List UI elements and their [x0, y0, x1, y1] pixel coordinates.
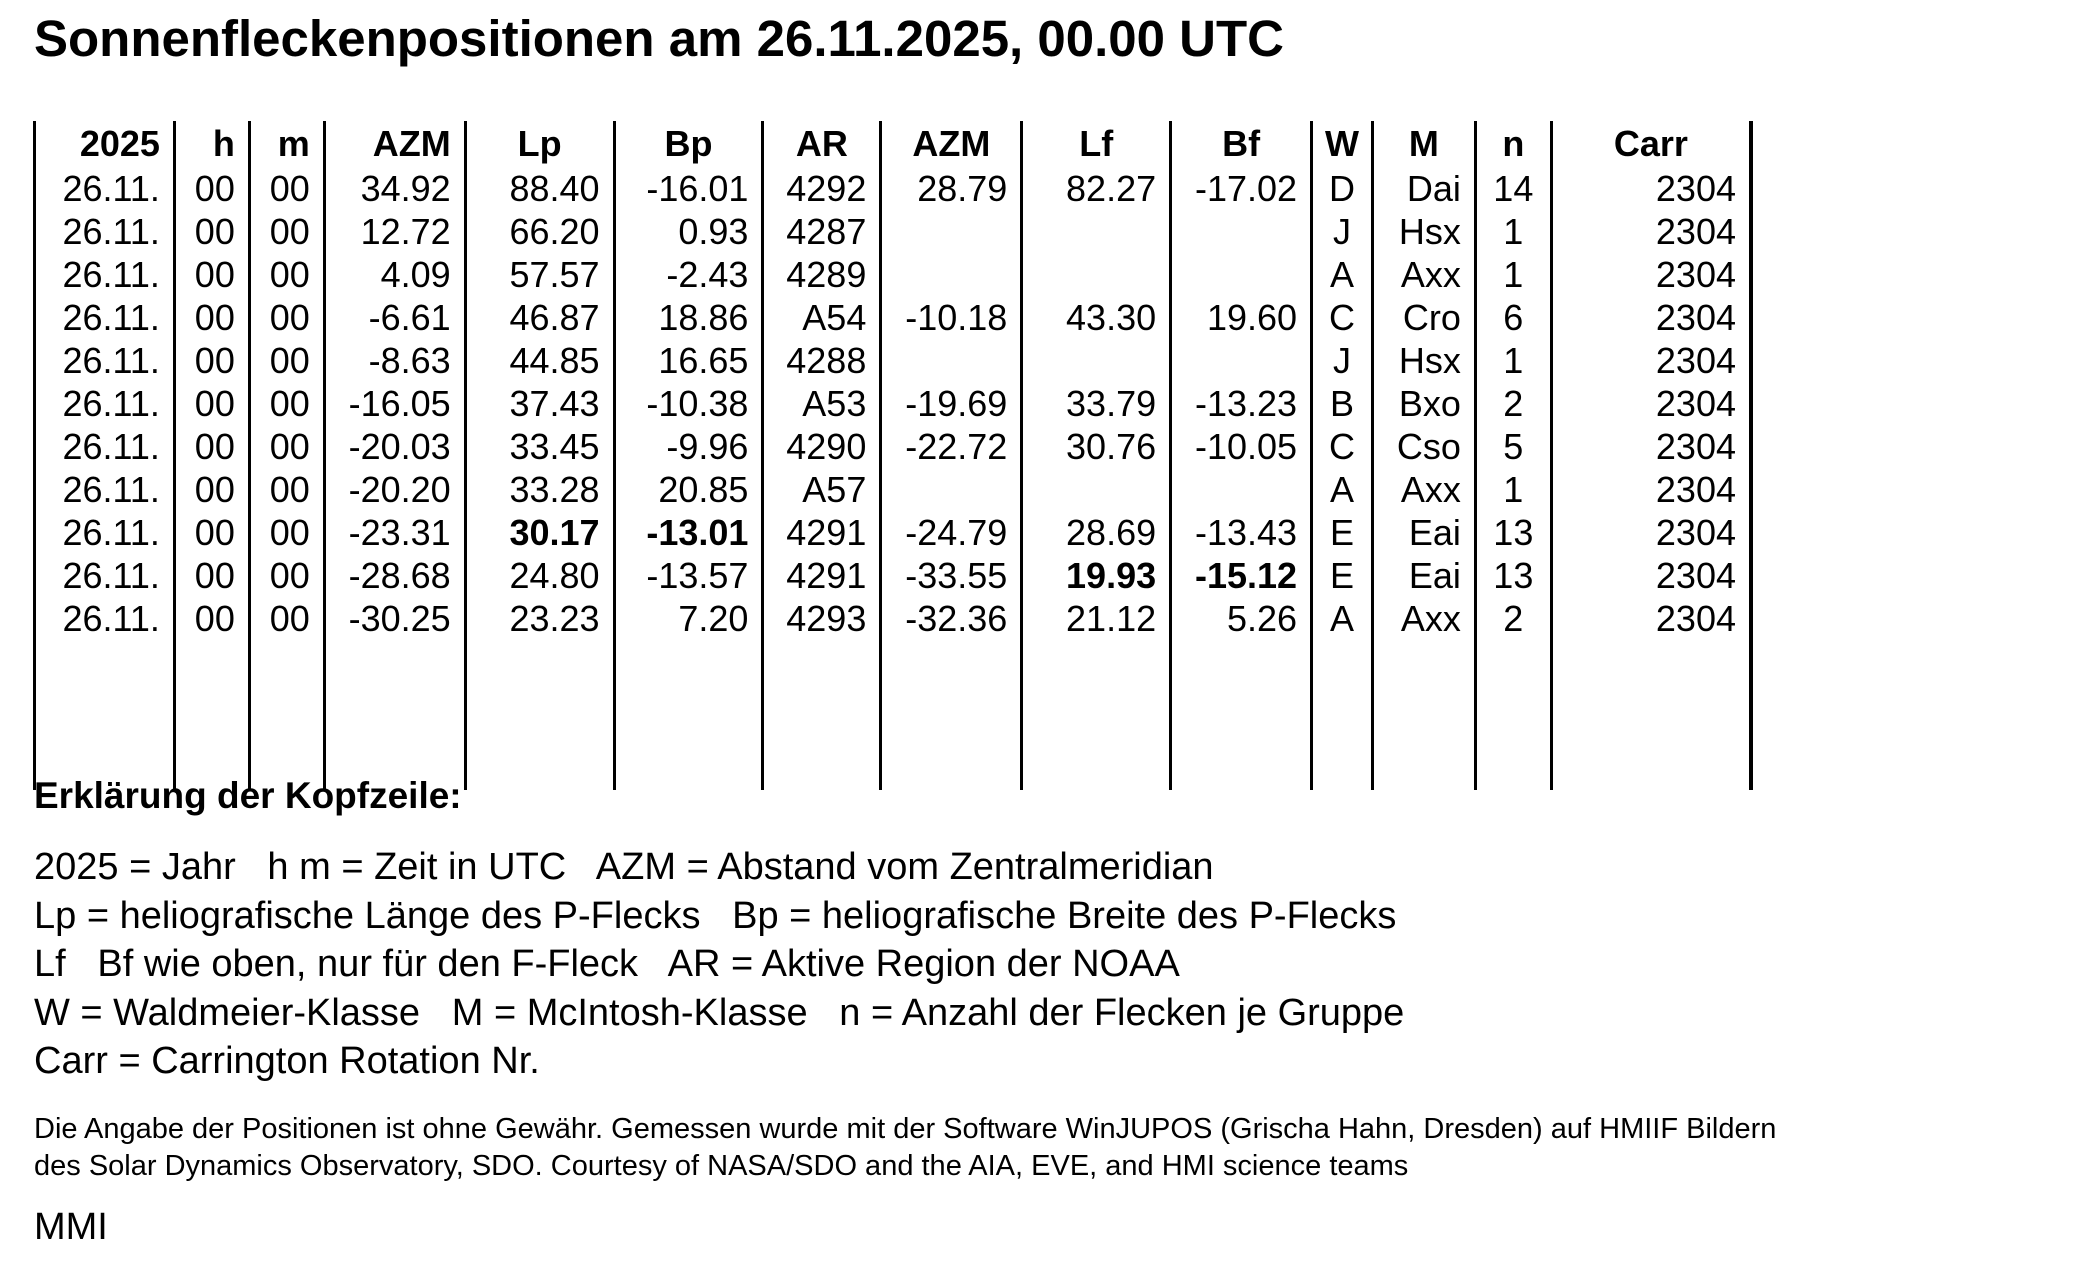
- cell-hour: 00: [174, 597, 249, 640]
- cell-ar: 4291: [763, 511, 881, 554]
- disclaimer-line: Die Angabe der Positionen ist ohne Gewähr. Gemessen wurde mit der Software WinJUPOS (Grischa Hahn, Dresden) auf HMIIF Bildern: [34, 1113, 1777, 1145]
- cell-lf: 28.69: [1022, 511, 1171, 554]
- cell-azm-f: [881, 210, 1022, 253]
- cell-hour: 00: [174, 253, 249, 296]
- cell-count: 1: [1475, 468, 1551, 511]
- cell-azm-p: 12.72: [324, 210, 465, 253]
- cell-lp: 37.43: [465, 382, 614, 425]
- cell-bf: [1171, 210, 1312, 253]
- cell-bf: -13.43: [1171, 511, 1312, 554]
- table-row: [35, 167, 1752, 210]
- cell-lp: 23.23: [465, 597, 614, 640]
- cell-ar: A54: [763, 296, 881, 339]
- spacer-cell: [249, 640, 324, 790]
- table-spacer-row: [35, 640, 1752, 790]
- cell-date: 26.11.: [35, 425, 175, 468]
- header-minute: m: [249, 121, 324, 167]
- spacer-cell: [763, 640, 881, 790]
- spacer-cell: [614, 640, 763, 790]
- cell-lp: 88.40: [465, 167, 614, 210]
- cell-carrington: 2304: [1551, 468, 1751, 511]
- table-row: [35, 597, 1752, 640]
- cell-count: 14: [1475, 167, 1551, 210]
- explanation-line: Lp = heliografische Länge des P-Flecks Bp = heliografische Breite des P-Flecks: [34, 894, 1397, 937]
- cell-mcintosh: Bxo: [1372, 382, 1475, 425]
- cell-date: 26.11.: [35, 382, 175, 425]
- header-hour: h: [174, 121, 249, 167]
- cell-waldmeier: D: [1312, 167, 1373, 210]
- cell-ar: A53: [763, 382, 881, 425]
- cell-waldmeier: B: [1312, 382, 1373, 425]
- cell-lp: 33.28: [465, 468, 614, 511]
- cell-mcintosh: Cro: [1372, 296, 1475, 339]
- cell-waldmeier: C: [1312, 296, 1373, 339]
- cell-mcintosh: Axx: [1372, 468, 1475, 511]
- cell-waldmeier: A: [1312, 597, 1373, 640]
- table-row: [35, 425, 1752, 468]
- table-row: [35, 210, 1752, 253]
- cell-ar: 4292: [763, 167, 881, 210]
- cell-mcintosh: Axx: [1372, 597, 1475, 640]
- cell-azm-p: -28.68: [324, 554, 465, 597]
- cell-waldmeier: J: [1312, 339, 1373, 382]
- cell-carrington: 2304: [1551, 253, 1751, 296]
- cell-mcintosh: Cso: [1372, 425, 1475, 468]
- explanation-line: Lf Bf wie oben, nur für den F-Fleck AR = Aktive Region der NOAA: [34, 943, 1180, 985]
- cell-waldmeier: E: [1312, 554, 1373, 597]
- cell-minute: 00: [249, 210, 324, 253]
- cell-date: 26.11.: [35, 210, 175, 253]
- header-lf: Lf: [1022, 121, 1171, 167]
- cell-hour: 00: [174, 339, 249, 382]
- cell-carrington: 2304: [1551, 511, 1751, 554]
- cell-count: 13: [1475, 554, 1551, 597]
- cell-lp: 57.57: [465, 253, 614, 296]
- cell-lp: 46.87: [465, 296, 614, 339]
- cell-lf: 30.76: [1022, 425, 1171, 468]
- table-row: [35, 468, 1752, 511]
- header-azm-f: AZM: [881, 121, 1022, 167]
- cell-minute: 00: [249, 511, 324, 554]
- cell-count: 2: [1475, 382, 1551, 425]
- header-bf: Bf: [1171, 121, 1312, 167]
- cell-lf: [1022, 253, 1171, 296]
- cell-bp: -13.57: [614, 554, 763, 597]
- cell-azm-p: -6.61: [324, 296, 465, 339]
- cell-bp: -10.38: [614, 382, 763, 425]
- spacer-cell: [1475, 640, 1551, 790]
- cell-waldmeier: E: [1312, 511, 1373, 554]
- explanation-line: W = Waldmeier-Klasse M = McIntosh-Klasse n = Anzahl der Flecken je Gruppe: [34, 991, 1405, 1034]
- cell-ar: 4291: [763, 554, 881, 597]
- table-row: [35, 296, 1752, 339]
- cell-date: 26.11.: [35, 554, 175, 597]
- cell-lp: 33.45: [465, 425, 614, 468]
- spacer-cell: [35, 640, 175, 790]
- header-carrington: Carr: [1551, 121, 1751, 167]
- cell-date: 26.11.: [35, 253, 175, 296]
- cell-lp: 24.80: [465, 554, 614, 597]
- explanation-line: Carr = Carrington Rotation Nr.: [34, 1040, 540, 1082]
- explanation-block: [34, 843, 1404, 1086]
- cell-date: 26.11.: [35, 468, 175, 511]
- cell-azm-f: -22.72: [881, 425, 1022, 468]
- table-row: [35, 382, 1752, 425]
- cell-mcintosh: Hsx: [1372, 210, 1475, 253]
- cell-lf: 43.30: [1022, 296, 1171, 339]
- spacer-cell: [1312, 640, 1373, 790]
- spacer-cell: [174, 640, 249, 790]
- cell-ar: A57: [763, 468, 881, 511]
- table-header-row: [35, 121, 1752, 167]
- header-waldmeier: W: [1312, 121, 1373, 167]
- table-row: [35, 511, 1752, 554]
- spacer-cell: [465, 640, 614, 790]
- table-body: [35, 167, 1752, 790]
- spacer-cell: [1171, 640, 1312, 790]
- table-row: [35, 554, 1752, 597]
- cell-date: 26.11.: [35, 511, 175, 554]
- cell-minute: 00: [249, 167, 324, 210]
- cell-azm-p: 34.92: [324, 167, 465, 210]
- cell-bf: [1171, 339, 1312, 382]
- cell-bp: 16.65: [614, 339, 763, 382]
- header-azm-p: AZM: [324, 121, 465, 167]
- cell-azm-f: [881, 253, 1022, 296]
- cell-bp: 0.93: [614, 210, 763, 253]
- cell-mcintosh: Eai: [1372, 554, 1475, 597]
- cell-azm-f: 28.79: [881, 167, 1022, 210]
- cell-bf: 19.60: [1171, 296, 1312, 339]
- cell-ar: 4287: [763, 210, 881, 253]
- cell-carrington: 2304: [1551, 296, 1751, 339]
- table-row: [35, 339, 1752, 382]
- cell-ar: 4289: [763, 253, 881, 296]
- cell-minute: 00: [249, 253, 324, 296]
- cell-count: 5: [1475, 425, 1551, 468]
- cell-count: 1: [1475, 339, 1551, 382]
- disclaimer: [34, 1111, 1776, 1185]
- cell-azm-f: -32.36: [881, 597, 1022, 640]
- table-row: [35, 253, 1752, 296]
- cell-bp: 20.85: [614, 468, 763, 511]
- page-title: Sonnenfleckenpositionen am 26.11.2025, 00.00 UTC: [34, 10, 1284, 67]
- header-bp: Bp: [614, 121, 763, 167]
- spacer-cell: [1372, 640, 1475, 790]
- cell-minute: 00: [249, 296, 324, 339]
- cell-bp: -2.43: [614, 253, 763, 296]
- cell-count: 6: [1475, 296, 1551, 339]
- cell-bf: [1171, 253, 1312, 296]
- cell-mcintosh: Dai: [1372, 167, 1475, 210]
- cell-bp: -13.01: [614, 511, 763, 554]
- cell-minute: 00: [249, 597, 324, 640]
- cell-bf: -15.12: [1171, 554, 1312, 597]
- cell-bf: [1171, 468, 1312, 511]
- cell-hour: 00: [174, 468, 249, 511]
- cell-hour: 00: [174, 167, 249, 210]
- header-ar: AR: [763, 121, 881, 167]
- cell-count: 1: [1475, 253, 1551, 296]
- signature: MMI: [34, 1206, 108, 1248]
- cell-azm-f: -33.55: [881, 554, 1022, 597]
- cell-hour: 00: [174, 425, 249, 468]
- spacer-cell: [324, 640, 465, 790]
- header-year: 2025: [35, 121, 175, 167]
- cell-minute: 00: [249, 425, 324, 468]
- spacer-cell: [1022, 640, 1171, 790]
- cell-minute: 00: [249, 554, 324, 597]
- cell-lf: [1022, 210, 1171, 253]
- cell-ar: 4293: [763, 597, 881, 640]
- cell-mcintosh: Hsx: [1372, 339, 1475, 382]
- cell-bf: 5.26: [1171, 597, 1312, 640]
- cell-hour: 00: [174, 296, 249, 339]
- cell-date: 26.11.: [35, 296, 175, 339]
- cell-mcintosh: Eai: [1372, 511, 1475, 554]
- cell-count: 1: [1475, 210, 1551, 253]
- cell-azm-f: [881, 339, 1022, 382]
- cell-waldmeier: J: [1312, 210, 1373, 253]
- cell-carrington: 2304: [1551, 339, 1751, 382]
- cell-bp: 18.86: [614, 296, 763, 339]
- explanation-line: 2025 = Jahr h m = Zeit in UTC AZM = Abstand vom Zentralmeridian: [34, 846, 1214, 888]
- cell-lp: 30.17: [465, 511, 614, 554]
- cell-carrington: 2304: [1551, 167, 1751, 210]
- cell-bp: -9.96: [614, 425, 763, 468]
- sunspot-table: [33, 121, 1753, 790]
- cell-carrington: 2304: [1551, 382, 1751, 425]
- cell-hour: 00: [174, 382, 249, 425]
- disclaimer-line: des Solar Dynamics Observatory, SDO. Courtesy of NASA/SDO and the AIA, EVE, and HMI science teams: [34, 1150, 1409, 1182]
- cell-lf: [1022, 468, 1171, 511]
- header-mcintosh: M: [1372, 121, 1475, 167]
- cell-azm-p: 4.09: [324, 253, 465, 296]
- cell-date: 26.11.: [35, 167, 175, 210]
- spacer-cell: [881, 640, 1022, 790]
- cell-bp: 7.20: [614, 597, 763, 640]
- cell-lp: 44.85: [465, 339, 614, 382]
- cell-azm-f: -24.79: [881, 511, 1022, 554]
- cell-hour: 00: [174, 554, 249, 597]
- cell-ar: 4290: [763, 425, 881, 468]
- cell-waldmeier: A: [1312, 253, 1373, 296]
- cell-azm-p: -23.31: [324, 511, 465, 554]
- header-count: n: [1475, 121, 1551, 167]
- cell-bf: -10.05: [1171, 425, 1312, 468]
- spacer-cell: [1551, 640, 1751, 790]
- cell-minute: 00: [249, 468, 324, 511]
- cell-date: 26.11.: [35, 597, 175, 640]
- sunspot-table-container: [33, 121, 1753, 768]
- cell-azm-f: -19.69: [881, 382, 1022, 425]
- cell-azm-p: -20.03: [324, 425, 465, 468]
- explanation-heading: Erklärung der Kopfzeile:: [34, 775, 462, 816]
- cell-carrington: 2304: [1551, 554, 1751, 597]
- cell-mcintosh: Axx: [1372, 253, 1475, 296]
- cell-date: 26.11.: [35, 339, 175, 382]
- header-lp: Lp: [465, 121, 614, 167]
- cell-minute: 00: [249, 382, 324, 425]
- cell-bp: -16.01: [614, 167, 763, 210]
- cell-minute: 00: [249, 339, 324, 382]
- cell-carrington: 2304: [1551, 597, 1751, 640]
- cell-azm-p: -16.05: [324, 382, 465, 425]
- cell-azm-p: -8.63: [324, 339, 465, 382]
- cell-lf: 82.27: [1022, 167, 1171, 210]
- cell-lf: 21.12: [1022, 597, 1171, 640]
- cell-lf: 19.93: [1022, 554, 1171, 597]
- cell-carrington: 2304: [1551, 425, 1751, 468]
- cell-hour: 00: [174, 511, 249, 554]
- cell-azm-f: [881, 468, 1022, 511]
- cell-lp: 66.20: [465, 210, 614, 253]
- cell-azm-f: -10.18: [881, 296, 1022, 339]
- cell-waldmeier: A: [1312, 468, 1373, 511]
- cell-azm-p: -30.25: [324, 597, 465, 640]
- cell-bf: -17.02: [1171, 167, 1312, 210]
- cell-carrington: 2304: [1551, 210, 1751, 253]
- cell-count: 13: [1475, 511, 1551, 554]
- cell-waldmeier: C: [1312, 425, 1373, 468]
- cell-lf: 33.79: [1022, 382, 1171, 425]
- cell-ar: 4288: [763, 339, 881, 382]
- cell-bf: -13.23: [1171, 382, 1312, 425]
- cell-lf: [1022, 339, 1171, 382]
- cell-hour: 00: [174, 210, 249, 253]
- cell-count: 2: [1475, 597, 1551, 640]
- cell-azm-p: -20.20: [324, 468, 465, 511]
